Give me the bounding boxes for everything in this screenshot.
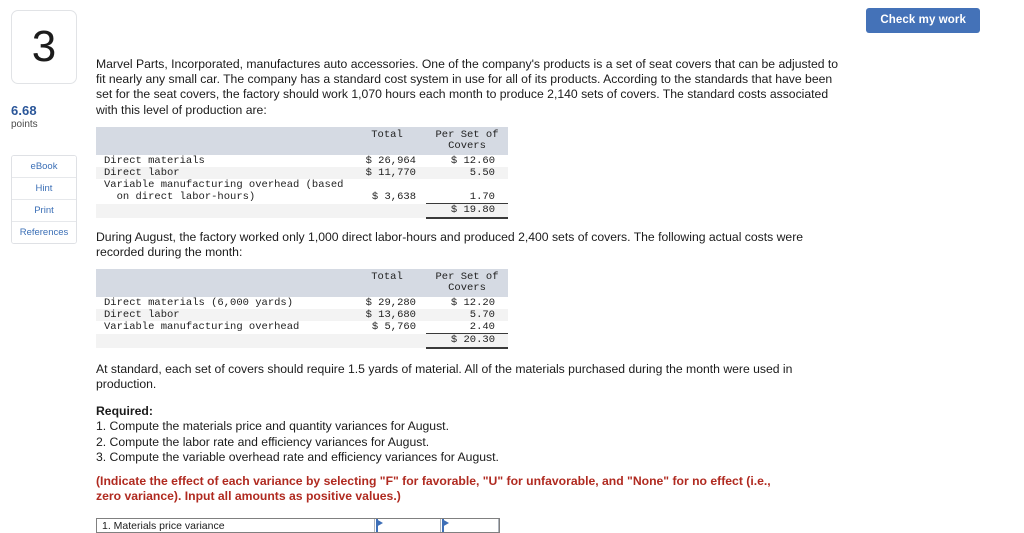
actual-table-header-label-2: [96, 283, 348, 297]
table-total-row: [96, 334, 508, 349]
row-total: [348, 179, 426, 191]
required-heading: Required:: [96, 404, 153, 418]
answer-amount-input[interactable]: [375, 519, 441, 533]
intro-paragraph: Marvel Parts, Incorporated, manufactures auto accessories. One of the company's products is a set of seat covers that can be adjusted to fit nearly any small car. The company has a standard cost system in use for all of its products. According to the standards that have been set for the seat covers, the factory should work 1,070 hours each month to produce 2,140 sets of covers. The standard costs associated with this level of production are:: [96, 57, 839, 117]
standard-table-header-label-2: [96, 141, 348, 155]
standard-table-header-per-1: Per Set of: [426, 127, 508, 141]
dropdown-arrow-icon: [376, 519, 383, 527]
question-number-box: [11, 10, 77, 84]
row-label: Direct materials: [96, 155, 348, 167]
total-row-label: [96, 204, 348, 219]
august-paragraph: During August, the factory worked only 1,000 direct labor-hours and produced 2,400 sets of covers. The following actual costs were recorded during the month:: [96, 230, 804, 260]
ebook-button[interactable]: eBook: [12, 156, 76, 178]
row-per-set: 5.50: [426, 167, 508, 179]
row-label: Direct labor: [96, 309, 348, 321]
row-total: $ 13,680: [348, 309, 426, 321]
points-label: points: [11, 119, 38, 130]
required-item-3: 3. Compute the variable overhead rate and efficiency variances for August.: [96, 450, 499, 465]
standard-yards-paragraph: At standard, each set of covers should require 1.5 yards of material. All of the materials purchased during the month were used in production.: [96, 362, 793, 392]
row-label: Direct materials (6,000 yards): [96, 297, 348, 309]
answer-row-label: 1. Materials price variance: [97, 519, 375, 533]
total-row-total: [348, 334, 426, 349]
table-row: [96, 309, 508, 321]
row-label: Variable manufacturing overhead: [96, 321, 348, 334]
standard-table-header-total: Total: [348, 127, 426, 141]
row-per-set: 5.70: [426, 309, 508, 321]
actual-table-header-label: [96, 269, 348, 283]
total-row-per-set: $ 20.30: [426, 334, 508, 349]
points-value: 6.68: [11, 103, 37, 118]
required-item-2: 2. Compute the labor rate and efficiency variances for August.: [96, 434, 430, 449]
actual-table-header-per-1: Per Set of: [426, 269, 508, 283]
actual-cost-table: [96, 269, 508, 349]
variance-instruction-note: (Indicate the effect of each variance by selecting "F" for favorable, "U" for unfavorable, and "None" for no effect (i.e., zero variance). Input all amounts as positive values.): [96, 474, 771, 503]
actual-table-header-total-2: [348, 283, 426, 297]
table-total-row: [96, 204, 508, 219]
check-my-work-button[interactable]: Check my work: [866, 8, 980, 33]
standard-table-header-per-2: Covers: [426, 141, 508, 155]
row-label: Variable manufacturing overhead (based: [96, 179, 348, 191]
answer-grid-row: [97, 519, 499, 533]
row-total: $ 3,638: [348, 191, 426, 204]
tool-stack: [11, 155, 77, 244]
row-total: $ 11,770: [348, 167, 426, 179]
table-row: [96, 321, 508, 334]
standard-cost-table: [96, 127, 508, 219]
standard-table-header-total-2: [348, 141, 426, 155]
answer-effect-select[interactable]: [441, 519, 499, 533]
dropdown-arrow-icon: [442, 519, 449, 527]
question-rail: [0, 0, 92, 533]
total-row-total: [348, 204, 426, 219]
table-row: [96, 155, 508, 167]
table-row: [96, 297, 508, 309]
row-per-set: 1.70: [426, 191, 508, 204]
required-item-1: 1. Compute the materials price and quantity variances for August.: [96, 419, 449, 434]
print-button[interactable]: Print: [12, 200, 76, 222]
row-per-set: 2.40: [426, 321, 508, 334]
row-per-set: [426, 179, 508, 191]
row-label-line2: on direct labor-hours): [96, 191, 348, 204]
hint-button[interactable]: Hint: [12, 178, 76, 200]
row-total: $ 29,280: [348, 297, 426, 309]
standard-table-header-label: [96, 127, 348, 141]
actual-table-header-per-2: Covers: [426, 283, 508, 297]
question-number: 3: [31, 22, 57, 71]
required-block: [96, 404, 499, 466]
row-total: $ 5,760: [348, 321, 426, 334]
row-per-set: $ 12.20: [426, 297, 508, 309]
table-row: [96, 167, 508, 179]
references-button[interactable]: References: [12, 222, 76, 243]
total-row-per-set: $ 19.80: [426, 204, 508, 219]
row-per-set: $ 12.60: [426, 155, 508, 167]
table-row-continued: [96, 191, 508, 204]
table-row: [96, 179, 508, 191]
total-row-label: [96, 334, 348, 349]
actual-table-header-total: Total: [348, 269, 426, 283]
answer-grid: [96, 518, 500, 533]
row-total: $ 26,964: [348, 155, 426, 167]
row-label: Direct labor: [96, 167, 348, 179]
